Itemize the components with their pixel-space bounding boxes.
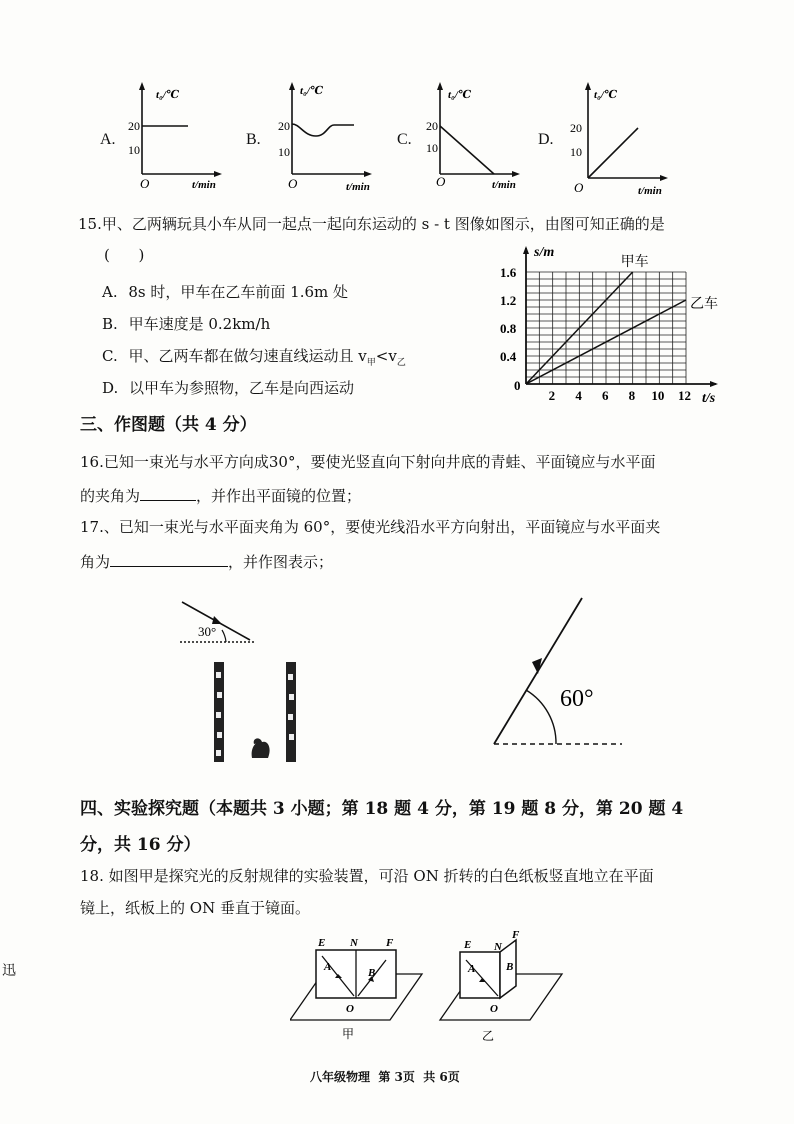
q15-option-c-letter: C. (102, 347, 118, 365)
q16-line-2a: 的夹角为 (80, 487, 141, 505)
q16-line-2 (80, 484, 361, 506)
q17-line-2 (80, 550, 333, 572)
q14-options (0, 78, 794, 198)
chart-series-label: 乙车 (690, 297, 718, 312)
chart-series-label: 甲车 (620, 255, 649, 270)
q18-apparatus-jia (290, 937, 422, 1041)
chart-y-tick-label: 0.8 (500, 321, 517, 336)
q15-option-c (102, 346, 406, 373)
q18-figure (290, 928, 610, 1050)
q14-a-tick-20: 20 (128, 119, 140, 133)
q16-line-1: 16.已知一束光与水平方向成30°，要使光竖直向下射向井底的青蛙、平面镜应与水平面 (80, 453, 656, 471)
q14-d-tick-10: 10 (570, 145, 582, 159)
q15-option-b (102, 314, 270, 334)
q17-line-2a: 角为 (80, 553, 111, 571)
q18-yi-n: N (494, 941, 502, 953)
q15-option-a-letter: A. (102, 283, 118, 301)
chart-x-tick-label: 2 (548, 388, 556, 403)
q18-yi-e: E (464, 939, 472, 951)
chart-x-axis-arrow (710, 381, 718, 387)
q18-jia-o: O (346, 1003, 354, 1015)
q14-b-ylabel: t₀/℃ (300, 85, 324, 97)
q15-st-chart (490, 238, 730, 410)
q14-a-ylabel: t₀/℃ (156, 89, 180, 101)
q14-graph-a (120, 78, 230, 190)
q18-yi-b: B (506, 961, 514, 973)
q17-line-2b: ，并作图表示； (228, 553, 334, 571)
chart-ylabel: s/m (534, 245, 555, 260)
q15-option-c-sub-yi: 乙 (396, 358, 406, 368)
chart-y-axis-arrow (523, 246, 529, 254)
q15-option-a (102, 282, 348, 302)
q15-option-c-text: 甲、乙两车都在做匀速直线运动且 v (128, 347, 367, 365)
q14-option-d-letter: D. (538, 131, 554, 148)
q14-b-tick-10: 10 (278, 145, 290, 159)
chart-x-tick-label: 10 (651, 388, 665, 403)
q18-jia-e: E (318, 937, 326, 949)
q18-jia-n: N (350, 937, 358, 949)
q14-option-b-letter: B. (246, 131, 261, 148)
q15-option-b-letter: B. (102, 315, 118, 333)
chart-x-tick-label: 6 (602, 388, 609, 403)
chart-xlabel: t/s (702, 391, 716, 406)
q14-d-origin: O (574, 180, 584, 195)
q16-frog-icon (252, 738, 270, 758)
q14-c-tick-20: 20 (426, 119, 438, 133)
q14-b-origin: O (288, 176, 298, 190)
q14-option-a-letter: A. (100, 131, 116, 148)
q16-ray-arrow (212, 616, 222, 624)
q16-figure (170, 590, 310, 770)
q15-option-c-lt: <v (375, 347, 397, 365)
q14-c-ylabel: t₀/℃ (448, 89, 472, 101)
margin-character: 迅 (2, 963, 16, 979)
q18-line-1: 18. 如图甲是探究光的反射规律的实验装置，可沿 ON 折转的白色纸板竖直地立在平面 (80, 867, 654, 885)
q18-yi-f: F (512, 929, 520, 941)
q15-stem: 15.甲、乙两辆玩具小车从同一起点一起向东运动的 s - t 图像如图示，由图可知正确的是 (78, 215, 665, 233)
q18-line-2: 镜上，纸板上的 ON 垂直于镜面。 (80, 899, 310, 917)
chart-x-tick-label: 4 (575, 388, 582, 403)
q18-apparatus-yi (440, 929, 562, 1043)
q14-b-tick-20: 20 (278, 119, 290, 133)
q18-yi-a: A (468, 963, 476, 975)
q17-line-1: 17.、已知一束光与水平面夹角为 60°，要使光线沿水平方向射出，平面镜应与水平面夹 (80, 518, 661, 536)
chart-y-tick-label: 0.4 (500, 349, 517, 364)
q14-a-origin: O (140, 176, 150, 190)
q14-a-xlabel: t/min (192, 179, 216, 190)
q14-c-xlabel: t/min (492, 179, 516, 190)
q14-b-xlabel: t/min (346, 181, 370, 190)
q15-option-b-text: 甲车速度是 0.2km/h (128, 315, 271, 333)
q15-option-d-text: 以甲车为参照物，乙车是向西运动 (129, 379, 355, 397)
q17-angle-label: 60° (560, 686, 594, 712)
q14-graph-d (566, 78, 676, 196)
q18-jia-b: B (368, 967, 376, 979)
chart-y-tick-label: 1.6 (500, 265, 517, 280)
q14-d-ylabel: t₀/℃ (594, 89, 618, 101)
q17-figure (480, 590, 640, 750)
q15-option-d-letter: D. (102, 379, 119, 397)
section-4-line-1: 四、实验探究题（本题共 3 小题；第 18 题 4 分，第 19 题 8 分，第 20 题 4 (80, 799, 684, 819)
chart-y-tick-label: 1.2 (500, 293, 517, 308)
section-3-title: 三、作图题（共 4 分） (80, 415, 257, 435)
q15-answer-paren: ( ) (104, 246, 145, 264)
q18-jia-f: F (386, 937, 394, 949)
page-footer: 八年级物理 第 3页 共 6页 (310, 1070, 460, 1084)
q14-a-tick-10: 10 (128, 143, 140, 157)
q14-option-c-letter: C. (397, 131, 412, 148)
q18-yi-o: O (490, 1003, 498, 1015)
q14-c-tick-10: 10 (426, 141, 438, 155)
chart-x-tick-label: 12 (678, 388, 691, 403)
q15-option-d (102, 378, 354, 398)
q15-option-a-text: 8s 时，甲车在乙车前面 1.6m 处 (128, 283, 349, 301)
q18-jia-a: A (324, 961, 332, 973)
chart-origin-label: 0 (514, 378, 521, 393)
q14-graph-c (418, 78, 528, 190)
chart-x-tick-label: 8 (628, 388, 636, 403)
q14-d-tick-20: 20 (570, 121, 582, 135)
q14-c-origin: O (436, 174, 446, 189)
section-4-line-2: 分，共 16 分） (80, 835, 201, 855)
q18-yi-caption: 乙 (482, 1029, 495, 1043)
q16-answer-blank[interactable] (140, 484, 196, 501)
q16-angle-label: 30° (198, 624, 217, 639)
q15-option-c-sub-jia: 甲 (366, 358, 376, 368)
q14-d-xlabel: t/min (638, 185, 662, 196)
q14-graph-b (270, 78, 380, 190)
q17-answer-blank[interactable] (110, 550, 228, 567)
q18-jia-caption: 甲 (342, 1027, 355, 1041)
q16-line-2b: ，并作出平面镜的位置； (196, 487, 362, 505)
